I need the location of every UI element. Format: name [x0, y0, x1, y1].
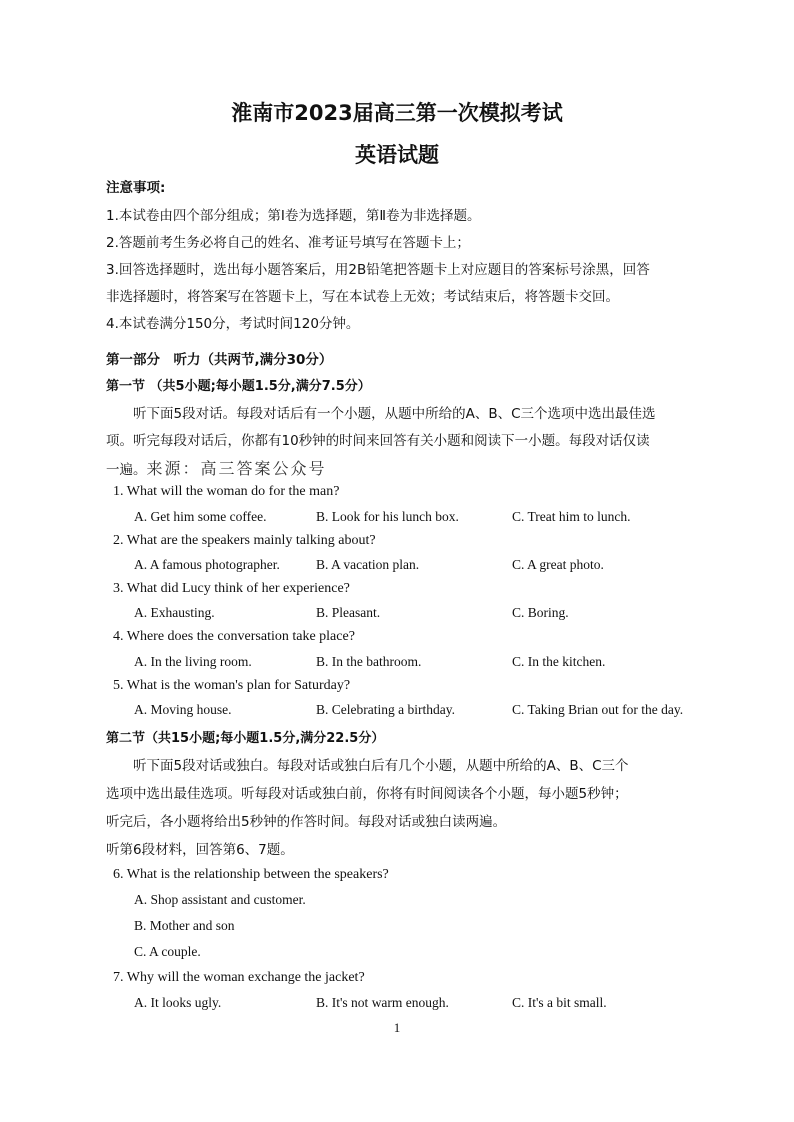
section2-instructions: 选项中选出最佳选项。听每段对话或独白前，你将有时间阅读各个小题，每小题5秒钟； [106, 786, 628, 802]
q7-option-c: C. It's a bit small. [512, 995, 607, 1010]
q6-option-c: C. A couple. [134, 944, 201, 959]
material-6-note: 听第6段材料，回答第6、7题。 [106, 842, 294, 858]
exam-subtitle: 英语试题 [355, 143, 439, 167]
section1-instructions-end: 一遍。来源：高三答案公众号 [106, 459, 327, 478]
section2-instructions: 听完后，各小题将给出5秒钟的作答时间。每段对话或独白读两遍。 [106, 814, 507, 830]
question-7: 7. Why will the woman exchange the jacket? [113, 970, 365, 985]
section1-instructions: 听下面5段对话。每段对话后有一个小题，从题中所给的A、B、C三个选项中选出最佳选 [133, 406, 656, 422]
q7-option-a: A. It looks ugly. [134, 995, 222, 1010]
page-number: 1 [393, 1020, 401, 1035]
notice-item: 4.本试卷满分150分，考试时间120分钟。 [106, 316, 360, 332]
q4-option-c: C. In the kitchen. [512, 654, 606, 669]
q6-option-a: A. Shop assistant and customer. [134, 892, 306, 907]
q5-option-c: C. Taking Brian out for the day. [512, 702, 684, 717]
section1-heading: 第一节 （共5小题;每小题1.5分,满分7.5分） [106, 379, 371, 394]
q1-option-b: B. Look for his lunch box. [316, 509, 459, 524]
notice-item: 3.回答选择题时，选出每小题答案后，用2B铅笔把答题卡上对应题目的答案标号涂黑，回答 [106, 262, 650, 278]
q5-option-a: A. Moving house. [134, 702, 232, 717]
question-6: 6. What is the relationship between the speakers? [113, 867, 389, 882]
section2-instructions: 听下面5段对话或独白。每段对话或独白后有几个小题，从题中所给的A、B、C三个 [133, 758, 629, 774]
notice-item: 非选择题时，将答案写在答题卡上，写在本试卷上无效；考试结束后，将答题卡交回。 [106, 289, 619, 305]
question-4: 4. Where does the conversation take place? [113, 629, 355, 644]
question-2: 2. What are the speakers mainly talking about? [113, 533, 376, 548]
q4-option-b: B. In the bathroom. [316, 654, 422, 669]
exam-title: 淮南市2023届高三第一次模拟考试 [231, 101, 563, 125]
question-1: 1. What will the woman do for the man? [113, 484, 340, 499]
question-3: 3. What did Lucy think of her experience? [113, 581, 350, 596]
part1-heading: 第一部分 听力（共两节,满分30分） [106, 352, 333, 368]
q2-option-c: C. A great photo. [512, 557, 604, 572]
q1-option-a: A. Get him some coffee. [134, 509, 267, 524]
q3-option-b: B. Pleasant. [316, 605, 381, 620]
q6-option-b: B. Mother and son [134, 918, 235, 933]
q2-option-a: A. A famous photographer. [134, 557, 280, 572]
notice-item: 2.答题前考生务必将自己的姓名、准考证号填写在答题卡上； [106, 235, 470, 251]
notice-item: 1.本试卷由四个部分组成；第Ⅰ卷为选择题，第Ⅱ卷为非选择题。 [106, 208, 481, 224]
notice-heading: 注意事项: [106, 180, 166, 196]
q3-option-a: A. Exhausting. [134, 605, 215, 620]
watermark-text: 来源：高三答案公众号 [146, 459, 327, 478]
q1-option-c: C. Treat him to lunch. [512, 509, 631, 524]
section2-heading: 第二节（共15小题;每小题1.5分,满分22.5分） [106, 731, 385, 746]
q7-option-b: B. It's not warm enough. [316, 995, 449, 1010]
q3-option-c: C. Boring. [512, 605, 569, 620]
section1-instructions: 项。听完每段对话后，你都有10秒钟的时间来回答有关小题和阅读下一小题。每段对话仅读 [106, 433, 650, 449]
q5-option-b: B. Celebrating a birthday. [316, 702, 455, 717]
q2-option-b: B. A vacation plan. [316, 557, 420, 572]
question-5: 5. What is the woman's plan for Saturday? [113, 678, 351, 693]
q4-option-a: A. In the living room. [134, 654, 252, 669]
